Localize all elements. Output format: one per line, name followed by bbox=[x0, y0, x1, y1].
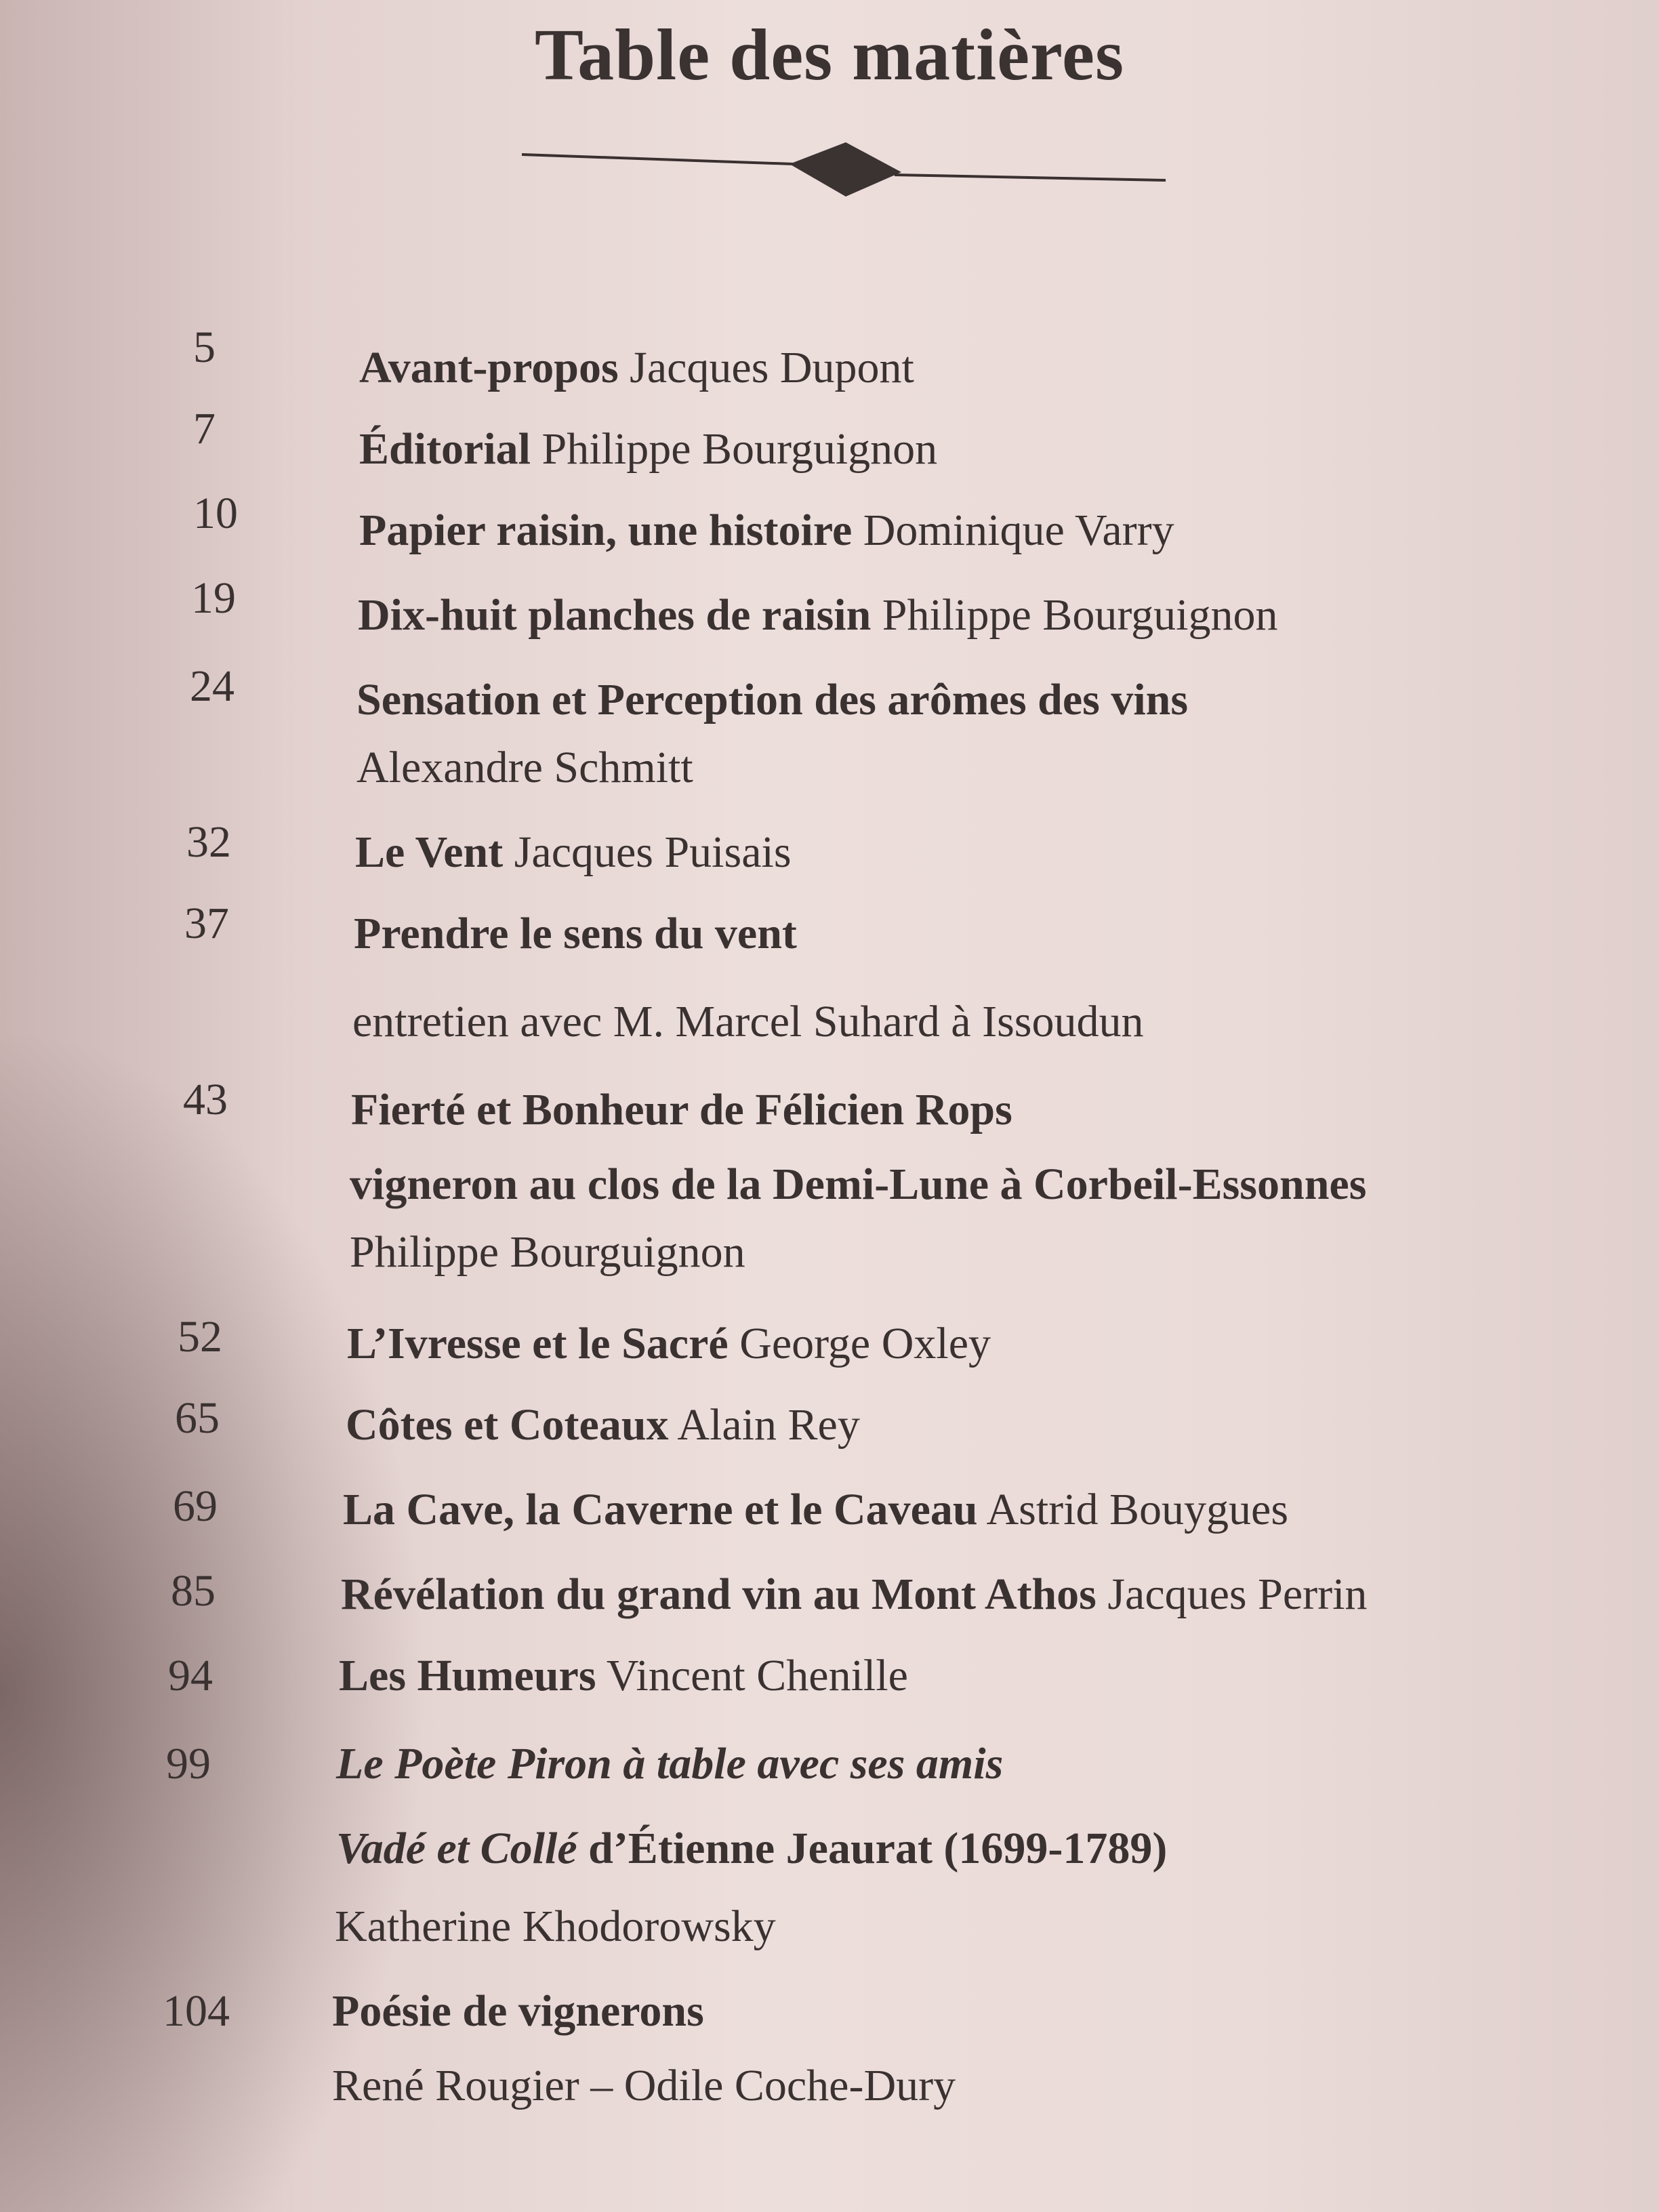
toc-entry-line bbox=[343, 1485, 1288, 1534]
toc-entry-author: Philippe Bourguignon bbox=[350, 1227, 745, 1277]
toc-page-number: 65 bbox=[175, 1393, 220, 1443]
toc-page-number: 43 bbox=[183, 1075, 228, 1124]
toc-entry-author: Alexandre Schmitt bbox=[356, 743, 693, 792]
toc-entry-line bbox=[346, 1400, 860, 1450]
toc-entry-title: Révélation du grand vin au Mont Athos bbox=[341, 1570, 1097, 1619]
toc-entry-line bbox=[332, 2061, 956, 2110]
toc-entry-title: Poésie de vignerons bbox=[332, 1986, 704, 2036]
toc-entry-line bbox=[356, 675, 1189, 724]
toc-entry-line bbox=[351, 1085, 1012, 1134]
toc-entry-author: Philippe Bourguignon bbox=[541, 424, 938, 474]
toc-entry-title: Côtes et Coteaux bbox=[346, 1400, 669, 1450]
toc-entry-author: Alain Rey bbox=[677, 1400, 860, 1450]
toc-entry-author: René Rougier – Odile Coche-Dury bbox=[332, 2061, 956, 2110]
toc-entry-line bbox=[359, 424, 938, 474]
toc-entry-title: Prendre le sens du vent bbox=[354, 909, 797, 958]
toc-entry-author: Jacques Puisais bbox=[514, 827, 792, 877]
toc-entry-line bbox=[336, 1826, 1167, 1871]
toc-entry-title-italic: Vadé et Collé bbox=[336, 1824, 577, 1873]
toc-entry-line bbox=[335, 1904, 776, 1949]
toc-entry-title: Papier raisin, une histoire bbox=[359, 506, 853, 555]
toc-page-number: 7 bbox=[193, 404, 216, 453]
toc-page-number: 24 bbox=[190, 661, 234, 711]
toc-entry-line bbox=[347, 1319, 991, 1368]
toc-entry-author: Jacques Perrin bbox=[1107, 1570, 1368, 1619]
toc-page-number: 99 bbox=[166, 1739, 211, 1788]
toc-page-number: 85 bbox=[171, 1566, 216, 1616]
toc-entry-title: Fierté et Bonheur de Félicien Rops bbox=[351, 1085, 1012, 1134]
toc-entry-line bbox=[350, 1162, 1366, 1207]
toc-entry-author: Philippe Bourguignon bbox=[882, 590, 1278, 640]
toc-entry-author: Astrid Bouygues bbox=[986, 1485, 1288, 1534]
toc-entry-line bbox=[336, 1739, 1004, 1788]
toc-entry-author: George Oxley bbox=[739, 1319, 991, 1368]
toc-entry-line bbox=[341, 1572, 1367, 1617]
toc-entry-title: L’Ivresse et le Sacré bbox=[347, 1319, 729, 1368]
toc-page-number: 37 bbox=[184, 899, 229, 948]
toc-entry-author: Jacques Dupont bbox=[630, 343, 914, 392]
toc-entry-title: Les Humeurs bbox=[339, 1651, 596, 1700]
toc-entry-line bbox=[355, 827, 792, 877]
toc-entry-line bbox=[332, 1986, 704, 2036]
toc-page-number: 5 bbox=[193, 323, 216, 372]
toc-page-number: 94 bbox=[168, 1651, 213, 1700]
toc-entry-title: Éditorial bbox=[359, 424, 531, 474]
toc-entry-line bbox=[356, 745, 693, 790]
toc-entry-title: Dix-huit planches de raisin bbox=[358, 590, 872, 640]
toc-entry-line bbox=[359, 343, 914, 392]
toc-entry-line bbox=[354, 909, 797, 958]
toc-entry-line bbox=[359, 508, 1174, 553]
toc-page-number: 104 bbox=[163, 1986, 230, 2036]
toc-page-number: 10 bbox=[193, 489, 238, 538]
toc-entry-title: Avant-propos bbox=[359, 343, 619, 392]
page-title: Table des matières bbox=[535, 15, 1124, 96]
toc-entry-title: Sensation et Perception des arômes des vins bbox=[356, 675, 1189, 724]
toc-page-number: 32 bbox=[186, 817, 231, 867]
toc-entry-title-italic: Le Poète Piron à table avec ses amis bbox=[336, 1739, 1004, 1788]
toc-page-number: 69 bbox=[173, 1481, 218, 1531]
toc-page-number: 52 bbox=[178, 1312, 222, 1361]
toc-entry-line bbox=[350, 1227, 745, 1277]
toc-entry-title: vigneron au clos de la Demi-Lune à Corbeil-Essonnes bbox=[350, 1160, 1367, 1209]
toc-entry-author: Dominique Varry bbox=[863, 506, 1174, 555]
toc-entry-line bbox=[352, 997, 1144, 1046]
toc-entry-line bbox=[358, 590, 1278, 640]
toc-entry-title: d’Étienne Jeaurat (1699-1789) bbox=[577, 1824, 1168, 1873]
toc-page-number: 19 bbox=[191, 573, 236, 623]
toc-entry-line bbox=[339, 1651, 908, 1700]
toc-entry-author: entretien avec M. Marcel Suhard à Issoudun bbox=[352, 997, 1144, 1046]
toc-entry-author: Katherine Khodorowsky bbox=[335, 1902, 776, 1951]
toc-entry-title: Le Vent bbox=[355, 827, 504, 877]
toc-entry-title: La Cave, la Caverne et le Caveau bbox=[343, 1485, 978, 1534]
toc-entry-author: Vincent Chenille bbox=[606, 1651, 908, 1700]
